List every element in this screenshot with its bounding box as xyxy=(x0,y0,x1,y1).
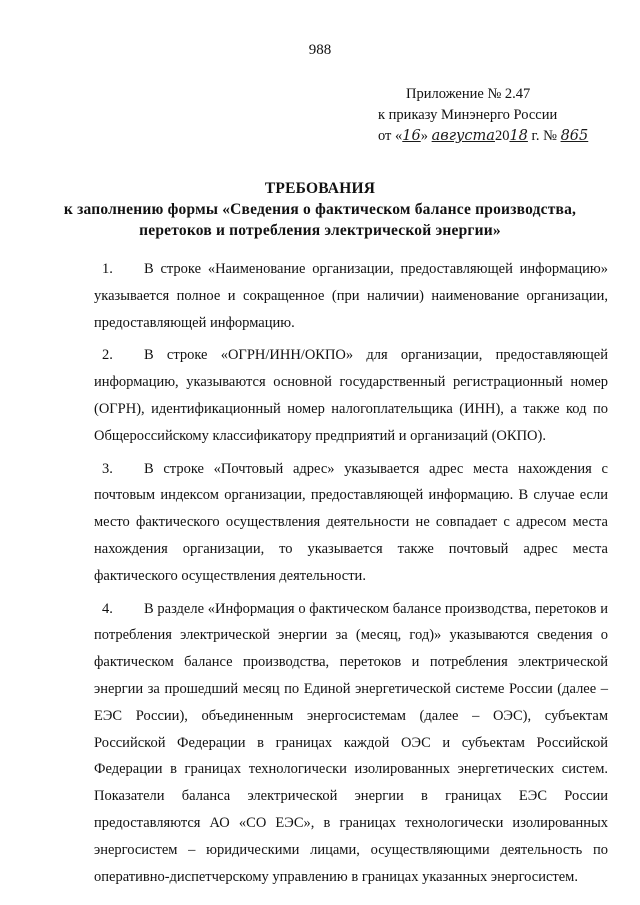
appendix-date-number xyxy=(378,126,588,147)
date-prefix: от « xyxy=(378,128,403,144)
appendix-block xyxy=(378,84,588,147)
paragraph-2 xyxy=(94,342,608,449)
date-mid: » xyxy=(420,128,432,144)
paragraph-number: 1. xyxy=(102,261,113,277)
paragraph-text: В разделе «Информация о фактическом балансе производства, перетоков и потребления электрической энергии за (месяц, год)» указываются сведения о фактическом балансе производства, перетоков и потребления электрической энергии за прошедший месяц по Единой энергетической системе России (далее – ЕЭС России), объединенным энергосистемам (далее – ОЭС), субъектам Российской Федерации в границах каждой ОЭС и субъектам Российской Федерации в границах технологически изолированных энергетических систем. Показатели баланса электрической энергии в границах ЕЭС России предоставляются АО «СО ЕЭС», в границах технологически изолированных энергосистем – юридическими лицами, осуществляющими деятельность по оперативно-диспетчерскому управлению в границах указанных энергосистем. xyxy=(94,600,608,885)
document-title xyxy=(0,178,640,241)
handwritten-year: 18 xyxy=(509,128,528,144)
paragraph-text: В строке «ОГРН/ИНН/ОКПО» для организации, предоставляющей информацию, указываются основной государственный регистрационный номер (ОГРН), идентификационный номер налогоплательщика (ИНН), а также код по Общероссийскому классификатору предприятий и организаций (ОКПО). xyxy=(94,347,608,444)
paragraph-3 xyxy=(94,456,608,590)
paragraph-number: 4. xyxy=(102,600,113,617)
appendix-title: Приложение № 2.47 xyxy=(406,86,531,102)
paragraph-text: В строке «Почтовый адрес» указывается адрес места нахождения с почтовым индексом организации, предоставляющей информацию. В случае если место фактического осуществления деятельности не совпадает с адресом места нахождения организации, то указывается также почтовый адрес места фактического осуществления деятельности. xyxy=(94,460,608,584)
paragraph-text: В строке «Наименование организации, предоставляющей информацию» указывается полное и сокращенное (при наличии) наименование организации, предоставляющей информацию. xyxy=(94,261,608,331)
title-line-2: к заполнению формы «Сведения о фактическом балансе производства, xyxy=(63,201,577,218)
paragraph-4 xyxy=(94,596,608,891)
appendix-order-ref: к приказу Минэнерго России xyxy=(378,107,558,123)
handwritten-order-number: 865 xyxy=(560,128,589,144)
title-heading: ТРЕБОВАНИЯ xyxy=(264,180,376,197)
document-body xyxy=(94,256,608,896)
paragraph-1 xyxy=(94,256,608,336)
handwritten-day: 16 xyxy=(402,128,421,144)
title-line-3: перетоков и потребления электрической энергии» xyxy=(139,222,501,239)
paragraph-number: 2. xyxy=(102,347,113,364)
number-label: г. № xyxy=(527,128,561,144)
page-number: 988 xyxy=(308,42,332,58)
paragraph-number: 3. xyxy=(102,460,113,477)
handwritten-month: августа xyxy=(431,128,495,144)
year-prefix: 20 xyxy=(494,128,510,144)
